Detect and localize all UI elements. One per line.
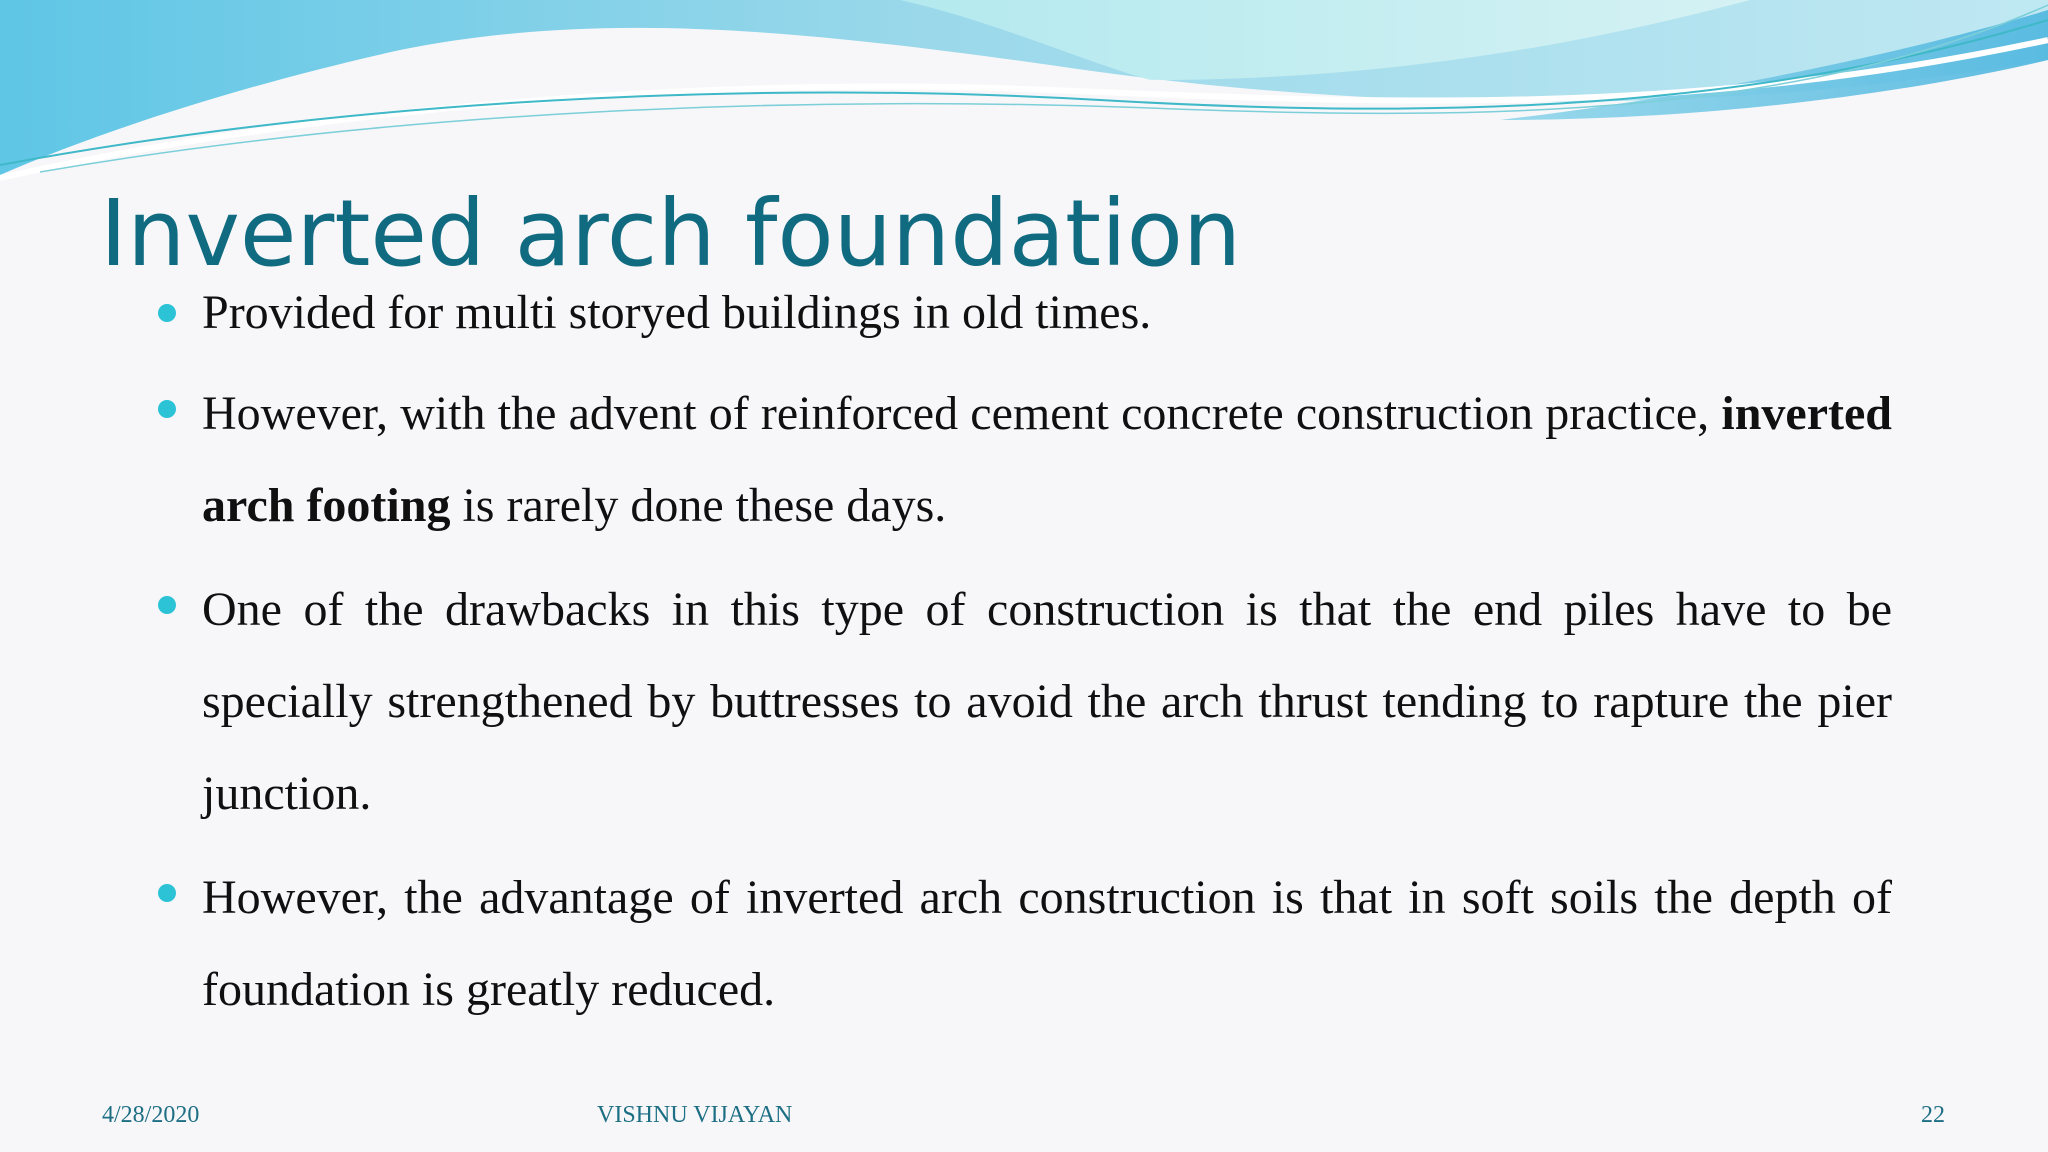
bullet-list bbox=[148, 278, 1892, 1048]
bullet-text: However, the advantage of inverted arch construction is that in soft soils the depth of foundation is greatly reduced. bbox=[202, 871, 1892, 1016]
bullet-item bbox=[148, 852, 1892, 1036]
bullet-item bbox=[148, 368, 1892, 552]
bullet-text: One of the drawbacks in this type of construction is that the end piles have to be specially strengthened by buttresses to avoid the arch thrust tending to rapture the pier junction. bbox=[202, 583, 1892, 820]
bullet-text: Provided for multi storyed buildings in old times. bbox=[202, 286, 1152, 339]
bullet-text-after: is rarely done these days. bbox=[450, 479, 947, 532]
bullet-dot-icon bbox=[158, 596, 176, 614]
bullet-dot-icon bbox=[158, 400, 176, 418]
bullet-item bbox=[148, 564, 1892, 840]
slide-title: Inverted arch foundation bbox=[100, 180, 1242, 287]
bullet-text: However, with the advent of reinforced cement concrete construction practice, bbox=[202, 387, 1722, 440]
footer-author: VISHNU VIJAYAN bbox=[597, 1102, 793, 1128]
footer-page-number: 22 bbox=[1921, 1102, 1945, 1128]
bullet-dot-icon bbox=[158, 884, 176, 902]
footer-date: 4/28/2020 bbox=[102, 1102, 200, 1128]
bullet-item bbox=[148, 278, 1892, 348]
bullet-dot-icon bbox=[158, 304, 176, 322]
header-wave-decoration bbox=[0, 0, 2048, 190]
bullet-bold-text: inverted arch footing bbox=[202, 387, 1892, 532]
